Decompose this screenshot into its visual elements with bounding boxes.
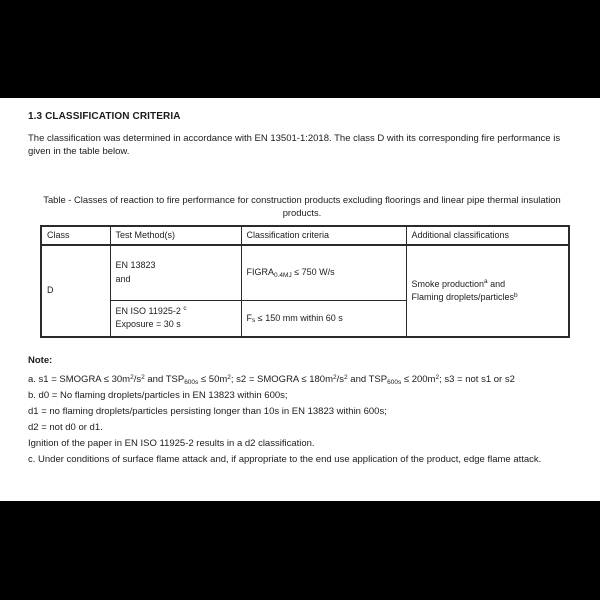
note-label: Note: [28, 355, 53, 366]
table-header-row [41, 226, 569, 245]
header-classification-criteria: Classification criteria [241, 226, 406, 245]
section-heading: 1.3 CLASSIFICATION CRITERIA [28, 111, 181, 122]
additional-line: Smoke production$^a$ and [411, 278, 506, 289]
criteria-text: $FIGRA_{0.4MJ} \le 750$ W/s [246, 267, 335, 279]
test-method-line: EN 13823 [115, 260, 156, 271]
header-additional-classifications: Additional classifications [406, 226, 569, 245]
table-caption: Table - Classes of reaction to fire performance for construction products excluding floorings and linear pipe thermal insulation products. [43, 194, 561, 218]
test-method-line: and [115, 273, 131, 284]
document-content [0, 98, 600, 468]
test-method-line: Exposure = 30 s [115, 319, 181, 330]
cell-test-method-1 [110, 245, 241, 300]
test-method-line: EN ISO 11925-2 $^c$ [115, 305, 187, 316]
intro-paragraph: The classification was determined in accordance with EN 13501-1:2018. The class D with its corresponding fire performance is given in the table below. [28, 133, 561, 157]
note-line: b. d0 = No flaming droplets/particles in EN 13823 within 600s; [28, 390, 288, 401]
fire-classification-table [40, 225, 570, 338]
cell-class-value: D [41, 245, 110, 337]
note-line: a. s1 = SMOGRA ≤ $30m^2/s^2$ and $TSP_{600s} \le 50m^2$; s2 = SMOGRA ≤ $180m^2/s^2$ and $TSP_{600s} \le 200m^2$; s3 = not s1 or s2 [28, 373, 515, 386]
note-section [28, 372, 576, 468]
cell-test-method-2 [110, 300, 241, 337]
note-line: Ignition of the paper in EN ISO 11925-2 results in a d2 classification. [28, 438, 315, 449]
table-row [41, 245, 569, 300]
note-line: c. Under conditions of surface flame attack and, if appropriate to the end use application of the product, edge flame attack. [28, 454, 542, 465]
additional-line: Flaming droplets/particles$^b$ [411, 291, 518, 302]
document-page [0, 98, 600, 501]
note-line: d1 = no flaming droplets/particles persisting longer than 10s in EN 13823 within 600s; [28, 406, 387, 417]
header-test-methods: Test Method(s) [110, 226, 241, 245]
note-line: d2 = not d0 or d1. [28, 422, 103, 433]
header-class: Class [41, 226, 110, 245]
cell-criteria-2 [241, 300, 406, 337]
criteria-text: $F_s \le 150$ mm within 60 s [246, 312, 343, 324]
cell-additional-classifications [406, 245, 569, 337]
cell-criteria-1 [241, 245, 406, 300]
